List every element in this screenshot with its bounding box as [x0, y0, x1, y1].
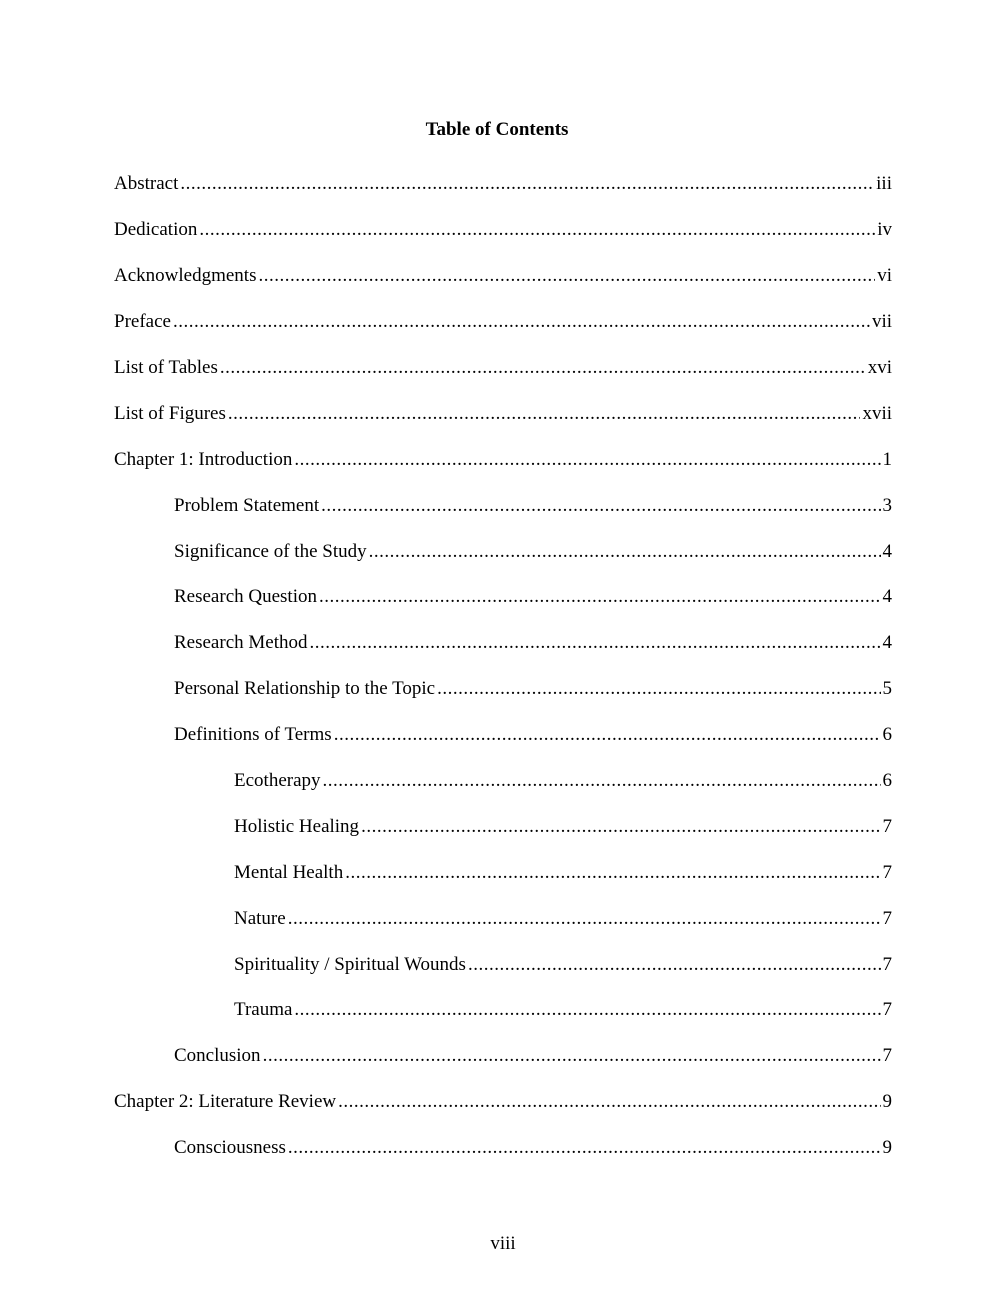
dot-leader: [263, 1042, 881, 1070]
toc-entry-label: Personal Relationship to the Topic: [174, 678, 436, 699]
toc-entry-page: 4: [882, 632, 892, 653]
toc-entry-label: Ecotherapy: [234, 770, 321, 791]
toc-entry-list-of-tables[interactable]: [114, 354, 892, 382]
toc-entry-dedication[interactable]: [114, 216, 892, 244]
toc-entry-label: Preface: [114, 311, 171, 332]
toc-entry-preface[interactable]: [114, 308, 892, 336]
toc-entry-label: Chapter 1: Introduction: [114, 449, 293, 470]
toc-entry-research-question[interactable]: [174, 583, 892, 611]
toc-entry-problem-statement[interactable]: [174, 492, 892, 520]
toc-entry-label: List of Figures: [114, 403, 226, 424]
toc-entry-label: Chapter 2: Literature Review: [114, 1091, 337, 1112]
dot-leader: [294, 996, 880, 1024]
toc-entry-definitions[interactable]: [174, 721, 892, 749]
dot-leader: [437, 675, 880, 703]
toc-entry-page: iv: [877, 219, 892, 240]
toc-entry-page: 1: [882, 449, 892, 470]
toc-entry-page: xvii: [862, 403, 892, 424]
toc-entry-label: Acknowledgments: [114, 265, 257, 286]
toc-entry-page: 9: [882, 1091, 892, 1112]
toc-entry-acknowledgments[interactable]: [114, 262, 892, 290]
toc-entry-label: Nature: [234, 908, 286, 929]
dot-leader: [338, 1088, 880, 1116]
toc-entry-personal-relationship[interactable]: [174, 675, 892, 703]
dot-leader: [288, 905, 881, 933]
toc-entry-page: 7: [882, 1045, 892, 1066]
toc-entry-page: vi: [877, 265, 892, 286]
dot-leader: [323, 767, 881, 795]
toc-entry-page: 7: [882, 954, 892, 975]
dot-leader: [319, 583, 881, 611]
dot-leader: [258, 262, 875, 290]
toc-entry-chapter-2[interactable]: [114, 1088, 892, 1116]
toc-entry-page: 7: [882, 862, 892, 883]
toc-entry-conclusion[interactable]: [174, 1042, 892, 1070]
toc-entry-page: 7: [882, 816, 892, 837]
toc-entry-page: 4: [882, 541, 892, 562]
toc-entry-label: Dedication: [114, 219, 198, 240]
toc-entry-label: Trauma: [234, 999, 293, 1020]
toc-entry-ecotherapy[interactable]: [234, 767, 892, 795]
toc-entry-page: iii: [876, 173, 892, 194]
toc-entry-significance[interactable]: [174, 538, 892, 566]
toc-entry-label: Holistic Healing: [234, 816, 360, 837]
toc-entry-holistic-healing[interactable]: [234, 813, 892, 841]
dot-leader: [294, 446, 880, 474]
toc-entry-trauma[interactable]: [234, 996, 892, 1024]
toc-entry-page: 5: [882, 678, 892, 699]
toc-entry-label: Problem Statement: [174, 495, 320, 516]
dot-leader: [220, 354, 866, 382]
toc-entry-label: Conclusion: [174, 1045, 261, 1066]
toc-entry-page: 6: [882, 724, 892, 745]
toc-entry-label: List of Tables: [114, 357, 218, 378]
dot-leader: [228, 400, 861, 428]
dot-leader: [173, 308, 870, 336]
page-title: Table of Contents: [425, 119, 569, 140]
dot-leader: [288, 1134, 881, 1162]
toc-entry-label: Significance of the Study: [174, 541, 367, 562]
toc-entry-label: Consciousness: [174, 1137, 286, 1158]
toc-entry-mental-health[interactable]: [234, 859, 892, 887]
toc-entry-page: 3: [882, 495, 892, 516]
toc-entry-page: vii: [871, 311, 892, 332]
toc-entry-page: 9: [882, 1137, 892, 1158]
toc-entry-label: Definitions of Terms: [174, 724, 332, 745]
dot-leader: [321, 492, 880, 520]
toc-entry-page: 4: [882, 586, 892, 607]
toc-entry-label: Abstract: [114, 173, 179, 194]
dot-leader: [309, 629, 880, 657]
dot-leader: [180, 170, 874, 198]
page-number: viii: [490, 1233, 516, 1254]
dot-leader: [199, 216, 875, 244]
toc-entry-page: 6: [882, 770, 892, 791]
toc-entry-label: Research Method: [174, 632, 308, 653]
toc-entry-chapter-1[interactable]: [114, 446, 892, 474]
toc-entry-page: 7: [882, 908, 892, 929]
toc-entry-spirituality[interactable]: [234, 951, 892, 979]
toc-entry-page: 7: [882, 999, 892, 1020]
toc-entry-abstract[interactable]: [114, 170, 892, 198]
toc-entry-label: Spirituality / Spiritual Wounds: [234, 954, 466, 975]
toc-entry-page: xvi: [867, 357, 892, 378]
dot-leader: [468, 951, 881, 979]
toc-entry-label: Mental Health: [234, 862, 344, 883]
toc-entry-consciousness[interactable]: [174, 1134, 892, 1162]
toc-entry-nature[interactable]: [234, 905, 892, 933]
dot-leader: [361, 813, 880, 841]
toc-entry-label: Research Question: [174, 586, 317, 607]
dot-leader: [369, 538, 881, 566]
toc-entry-list-of-figures[interactable]: [114, 400, 892, 428]
toc-entry-research-method[interactable]: [174, 629, 892, 657]
dot-leader: [345, 859, 880, 887]
dot-leader: [334, 721, 881, 749]
